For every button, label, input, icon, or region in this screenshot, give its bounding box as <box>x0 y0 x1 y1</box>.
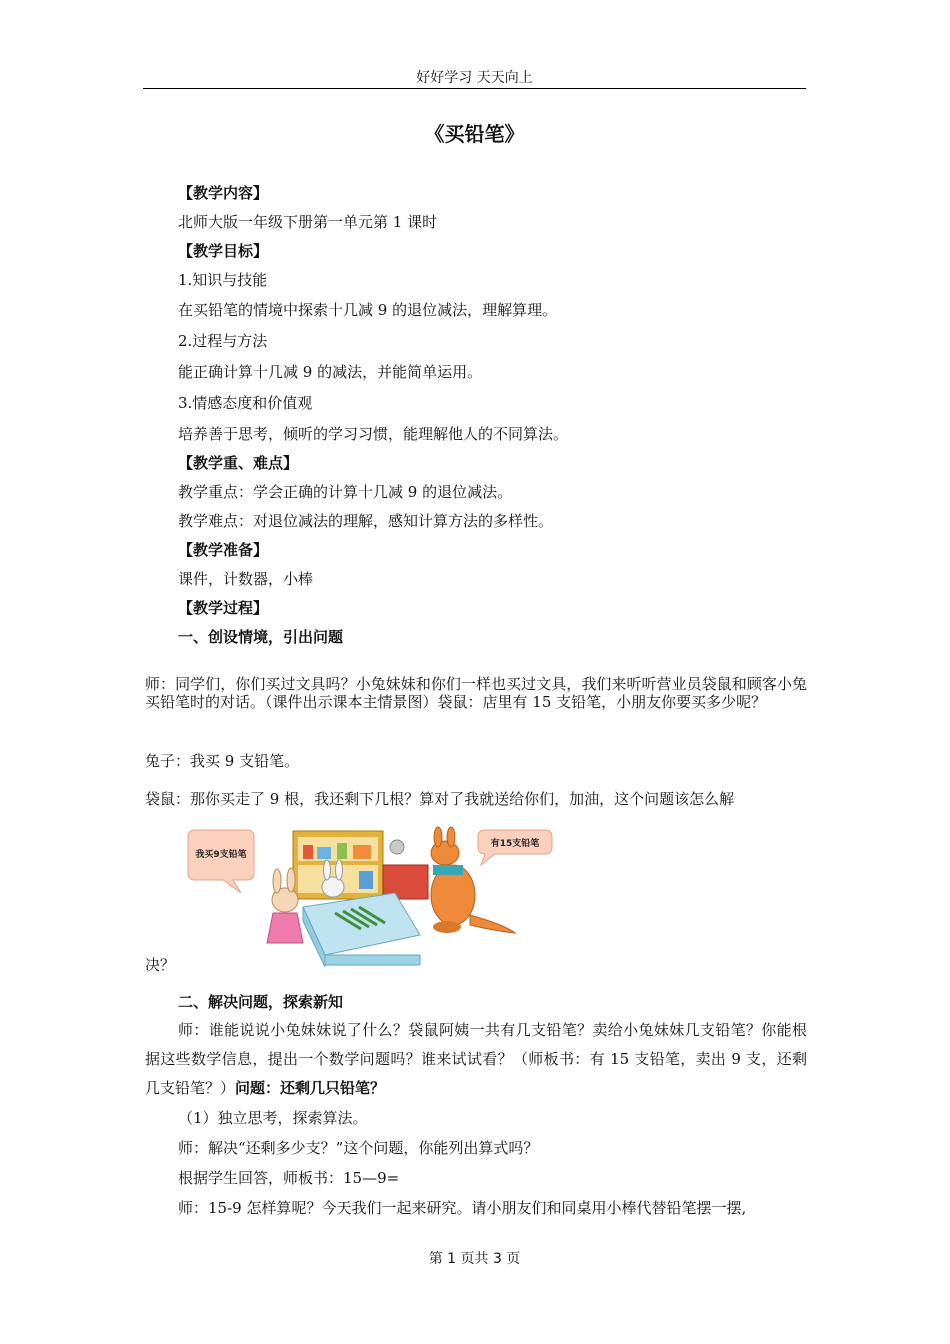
step2-text: 师：谁能说说小兔妹妹说了什么？袋鼠阿姨一共有几支铅笔？卖给小兔妹妹几支铅笔？你能根据这些数学信息，提出一个数学问题吗？谁来试试看？（师板书：有 15 支铅笔，卖出 9 支，还剩几支铅笔？） <box>145 1021 807 1097</box>
goal-2-heading: 2.过程与方法 <box>178 332 268 350</box>
content-text: 北师大版一年级下册第一单元第 1 课时 <box>178 213 438 231</box>
key-heading: 【教学重、难点】 <box>178 454 299 472</box>
sub1-question: 师：解决“还剩多少支？”这个问题，你能列出算式吗？ <box>178 1139 539 1157</box>
dialog-paragraph-2: 兔子：我买 9 支铅笔。 <box>145 752 300 770</box>
bubble-left-text: 我买9支铅笔 <box>195 850 247 860</box>
goal-2-text: 能正确计算十几减 9 的减法，并能简单运用。 <box>178 363 483 381</box>
bubble-right-text: 有15支铅笔 <box>490 839 540 849</box>
step2-question: 问题：还剩几只铅笔？ <box>235 1079 386 1097</box>
dialog-paragraph-3-end: 决？ <box>145 956 176 974</box>
process-heading: 【教学过程】 <box>178 599 269 617</box>
goal-3-text: 培养善于思考，倾听的学习习惯，能理解他人的不同算法。 <box>178 425 569 443</box>
step2-heading: 二、解决问题，探索新知 <box>178 993 344 1011</box>
sub1-continue: 师：15-9 怎样算呢？今天我们一起来研究。请小朋友们和同桌用小棒代替铅笔摆一摆, <box>178 1199 747 1217</box>
shop-illustration <box>185 825 555 970</box>
header-rule <box>143 88 806 89</box>
step1-heading: 一、创设情境，引出问题 <box>178 628 344 646</box>
sub1-heading: （1）独立思考，探索算法。 <box>178 1109 368 1127</box>
document-title: 《买铅笔》 <box>424 122 525 146</box>
dialog-paragraph-1: 师：同学们，你们买过文具吗？小兔妹妹和你们一样也买过文具，我们来听听营业员袋鼠和顾客小兔买铅笔时的对话。（课件出示课本主情景图）袋鼠：店里有 15 支铅笔，小朋友你要买多少呢？ <box>145 675 807 711</box>
prep-text: 课件，计数器，小棒 <box>178 570 314 588</box>
step2-paragraph <box>145 1016 807 1103</box>
page-header: 好好学习 天天向上 <box>416 70 533 86</box>
page-footer: 第 1 页共 3 页 <box>428 1251 521 1267</box>
difficult-point: 教学难点：对退位减法的理解，感知计算方法的多样性。 <box>178 512 554 530</box>
goal-1-heading: 1.知识与技能 <box>178 271 268 289</box>
sub1-answer: 根据学生回答，师板书：15—9= <box>178 1169 400 1187</box>
goal-heading: 【教学目标】 <box>178 242 269 260</box>
key-point: 教学重点：学会正确的计算十几减 9 的退位减法。 <box>178 483 513 501</box>
prep-heading: 【教学准备】 <box>178 541 269 559</box>
goal-3-heading: 3.情感态度和价值观 <box>178 394 313 412</box>
content-heading: 【教学内容】 <box>178 184 269 202</box>
dialog-paragraph-3: 袋鼠：那你买走了 9 根，我还剩下几根？算对了我就送给你们，加油，这个问题该怎么解 <box>145 790 735 808</box>
goal-1-text: 在买铅笔的情境中探索十几减 9 的退位减法，理解算理。 <box>178 301 558 319</box>
